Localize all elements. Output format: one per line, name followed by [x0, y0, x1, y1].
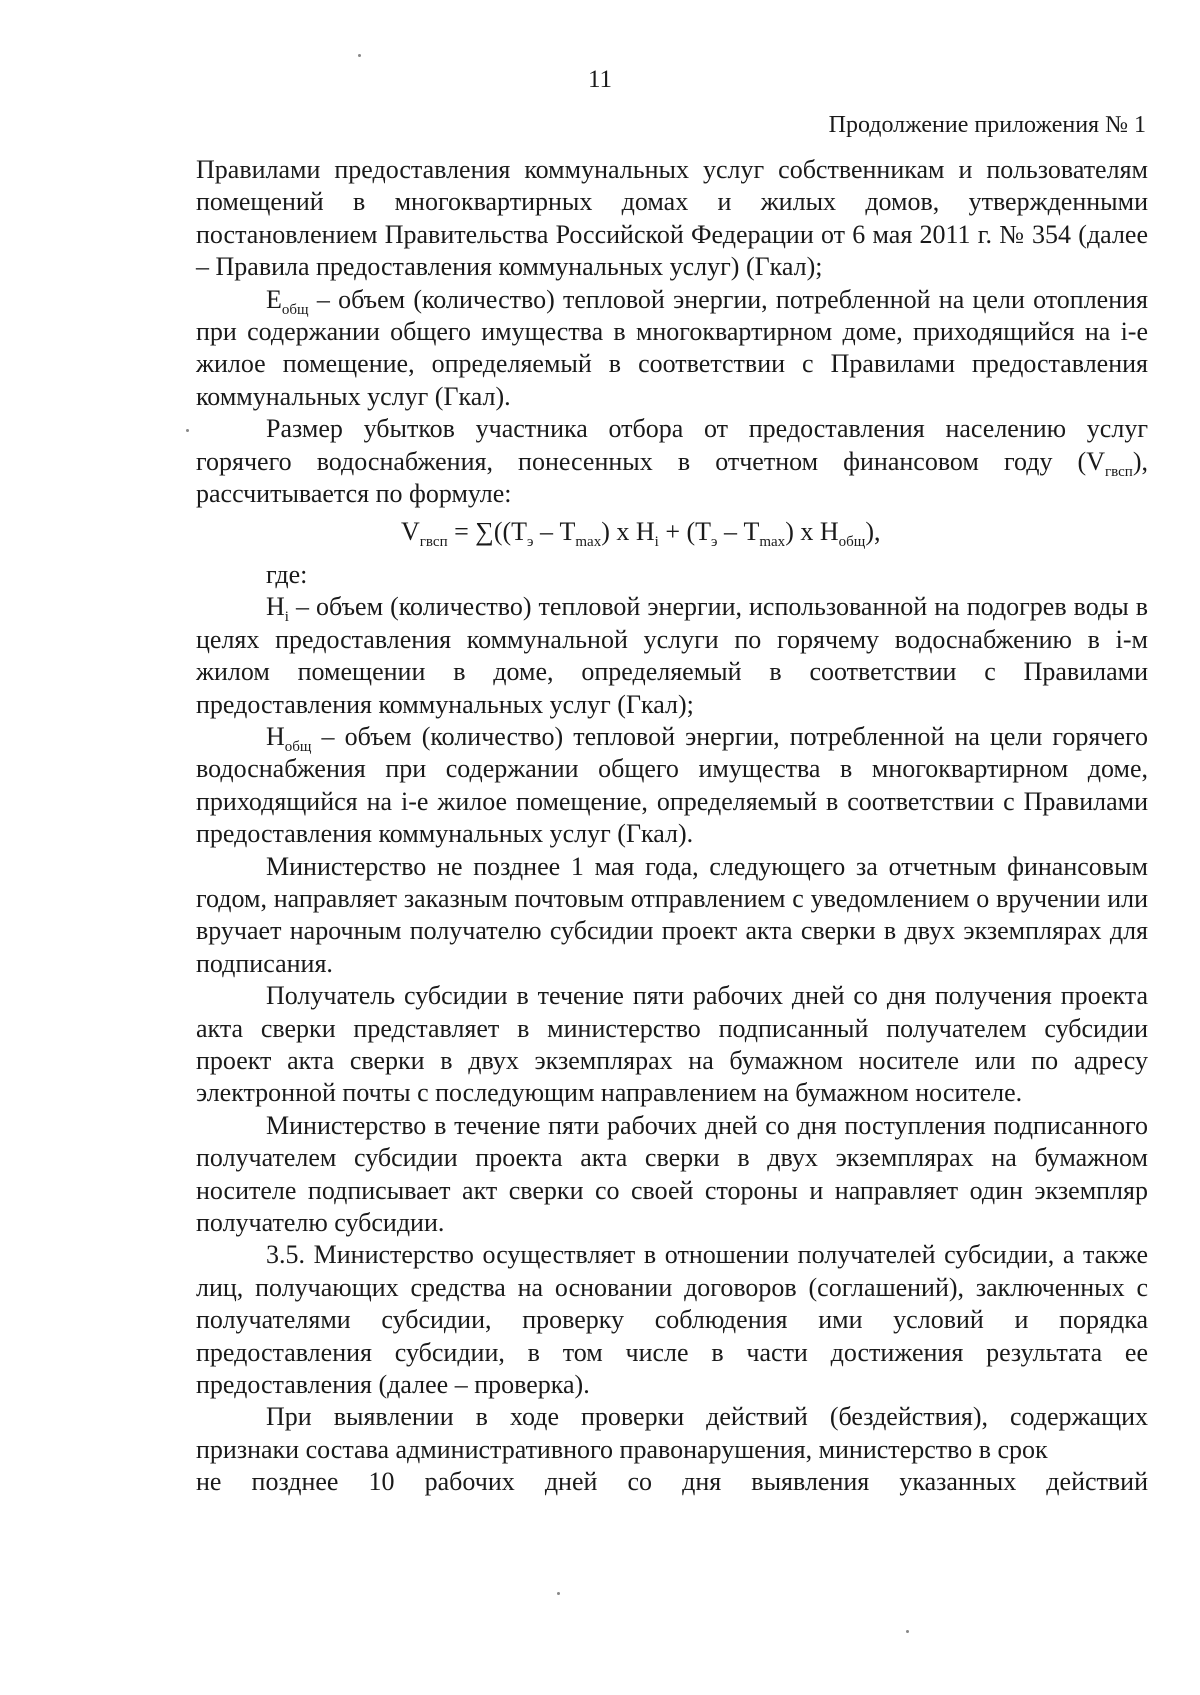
scan-speck — [557, 1592, 560, 1595]
subscript: общ — [284, 739, 312, 756]
paragraph-rules-continuation: Правилами предоставления коммунальных услуг собственникам и пользователям помещений в многоквартирных домах и жилых домов, утвержденными постановлением Правительства Российской Федерации от 6 мая 2011 г. № 354 (далее – Правила предоставления коммунальных услуг) (Гкал); — [196, 155, 1148, 282]
symbol-h: Н — [266, 592, 285, 622]
text-part: Размер убытков участника отбора от предоставления населению услуг горячего водоснабжения, понесенных в отчетном финансовом году (V — [196, 414, 1148, 476]
formula-part: + (Т — [658, 517, 712, 547]
subscript: э — [527, 534, 534, 551]
subscript: max — [575, 534, 602, 551]
formula-part: ), — [865, 517, 881, 547]
scan-speck — [186, 429, 189, 432]
document-body — [196, 154, 1148, 1499]
paragraph-violation-tail: не позднее 10 рабочих дней со дня выявления указанных действий — [196, 1467, 1148, 1497]
formula-part: – Т — [533, 517, 576, 547]
definition-text: – объем (количество) тепловой энергии, потребленной на цели отопления при содержании общего имущества в многоквартирном доме, приходящийся на i-е жилое помещение, определяемый в соответствии с Правилами предоставления коммунальных услуг (Гкал). — [196, 284, 1148, 411]
definition-text: – объем (количество) тепловой энергии, потребленной на цели горячего водоснабжения при содержании общего имущества в многоквартирном доме, приходящийся на i-е жилое помещение, определяемый в соответствии с Правилами предоставления коммунальных услуг (Гкал). — [196, 721, 1148, 849]
subscript: гвсп — [419, 534, 448, 551]
paragraph-recipient-signing: Получатель субсидии в течение пяти рабочих дней со дня получения проекта акта сверки представляет в министерство подписанный получателем субсидии проект акта сверки в двух экземплярах на бумажном носителе или по адресу электронной почты с последующим направлением на бумажном носителе. — [196, 981, 1148, 1108]
subscript: общ — [838, 534, 866, 551]
scan-speck — [358, 54, 361, 57]
formula-part: ) х Н — [601, 517, 655, 547]
formula-part: = ∑((Т — [447, 517, 528, 547]
formula — [196, 516, 1148, 551]
page-number: 11 — [587, 66, 613, 93]
paragraph-h-i — [196, 591, 1148, 721]
formula-part: ) х Н — [785, 517, 839, 547]
paragraph-section-3-5: 3.5. Министерство осуществляет в отношении получателей субсидии, а также лиц, получающих средства на основании договоров (соглашений), заключенных с получателями субсидии, проверку соблюдения ими условий и порядка предоставления субсидии, в том числе в части достижения результата ее предоставления (далее – проверка). — [196, 1240, 1148, 1400]
formula-part: V — [401, 517, 420, 547]
subscript: гвсп — [1104, 463, 1133, 480]
paragraph-ministry-signing: Министерство в течение пяти рабочих дней со дня поступления подписанного получателем субсидии проекта акта сверки в двух экземплярах на бумажном носителе подписывает акт сверки со своей стороны и направляет один экземпляр получателю субсидии. — [196, 1110, 1148, 1237]
subscript: i — [654, 534, 659, 551]
paragraph-h-common — [196, 721, 1148, 851]
symbol-e: E — [266, 284, 282, 314]
subscript: max — [759, 534, 786, 551]
paragraph-ministry-deadline: Министерство не позднее 1 мая года, следующего за отчетным финансовым годом, направляет заказным почтовым отправлением с уведомлением о вручении или вручает нарочным получателю субсидии проект акта сверки в двух экземплярах для подписания. — [196, 851, 1148, 978]
subscript: общ — [281, 301, 309, 318]
subscript: i — [284, 609, 289, 626]
definition-text: – объем (количество) тепловой энергии, использованной на подогрев воды в целях предоставления коммунальной услуги по горячему водоснабжению в i-м жилом помещении в доме, определяемый в соответствии с Правилами предоставления коммунальных услуг (Гкал); — [196, 592, 1148, 719]
scan-speck — [906, 1630, 909, 1633]
paragraph-where: где: — [266, 559, 308, 589]
paragraph-e-common — [196, 284, 1148, 414]
paragraph-violation-detection: При выявлении в ходе проверки действий (бездействия), содержащих признаки состава административного правонарушения, министерство в срок — [196, 1402, 1148, 1464]
subscript: э — [711, 534, 718, 551]
symbol-h: Н — [266, 721, 285, 751]
paragraph-loss-size — [196, 413, 1148, 510]
formula-part: – Т — [717, 517, 760, 547]
appendix-note: Продолжение приложения № 1 — [828, 112, 1146, 138]
text-part: ), рассчитывается по формуле: — [196, 446, 1148, 509]
